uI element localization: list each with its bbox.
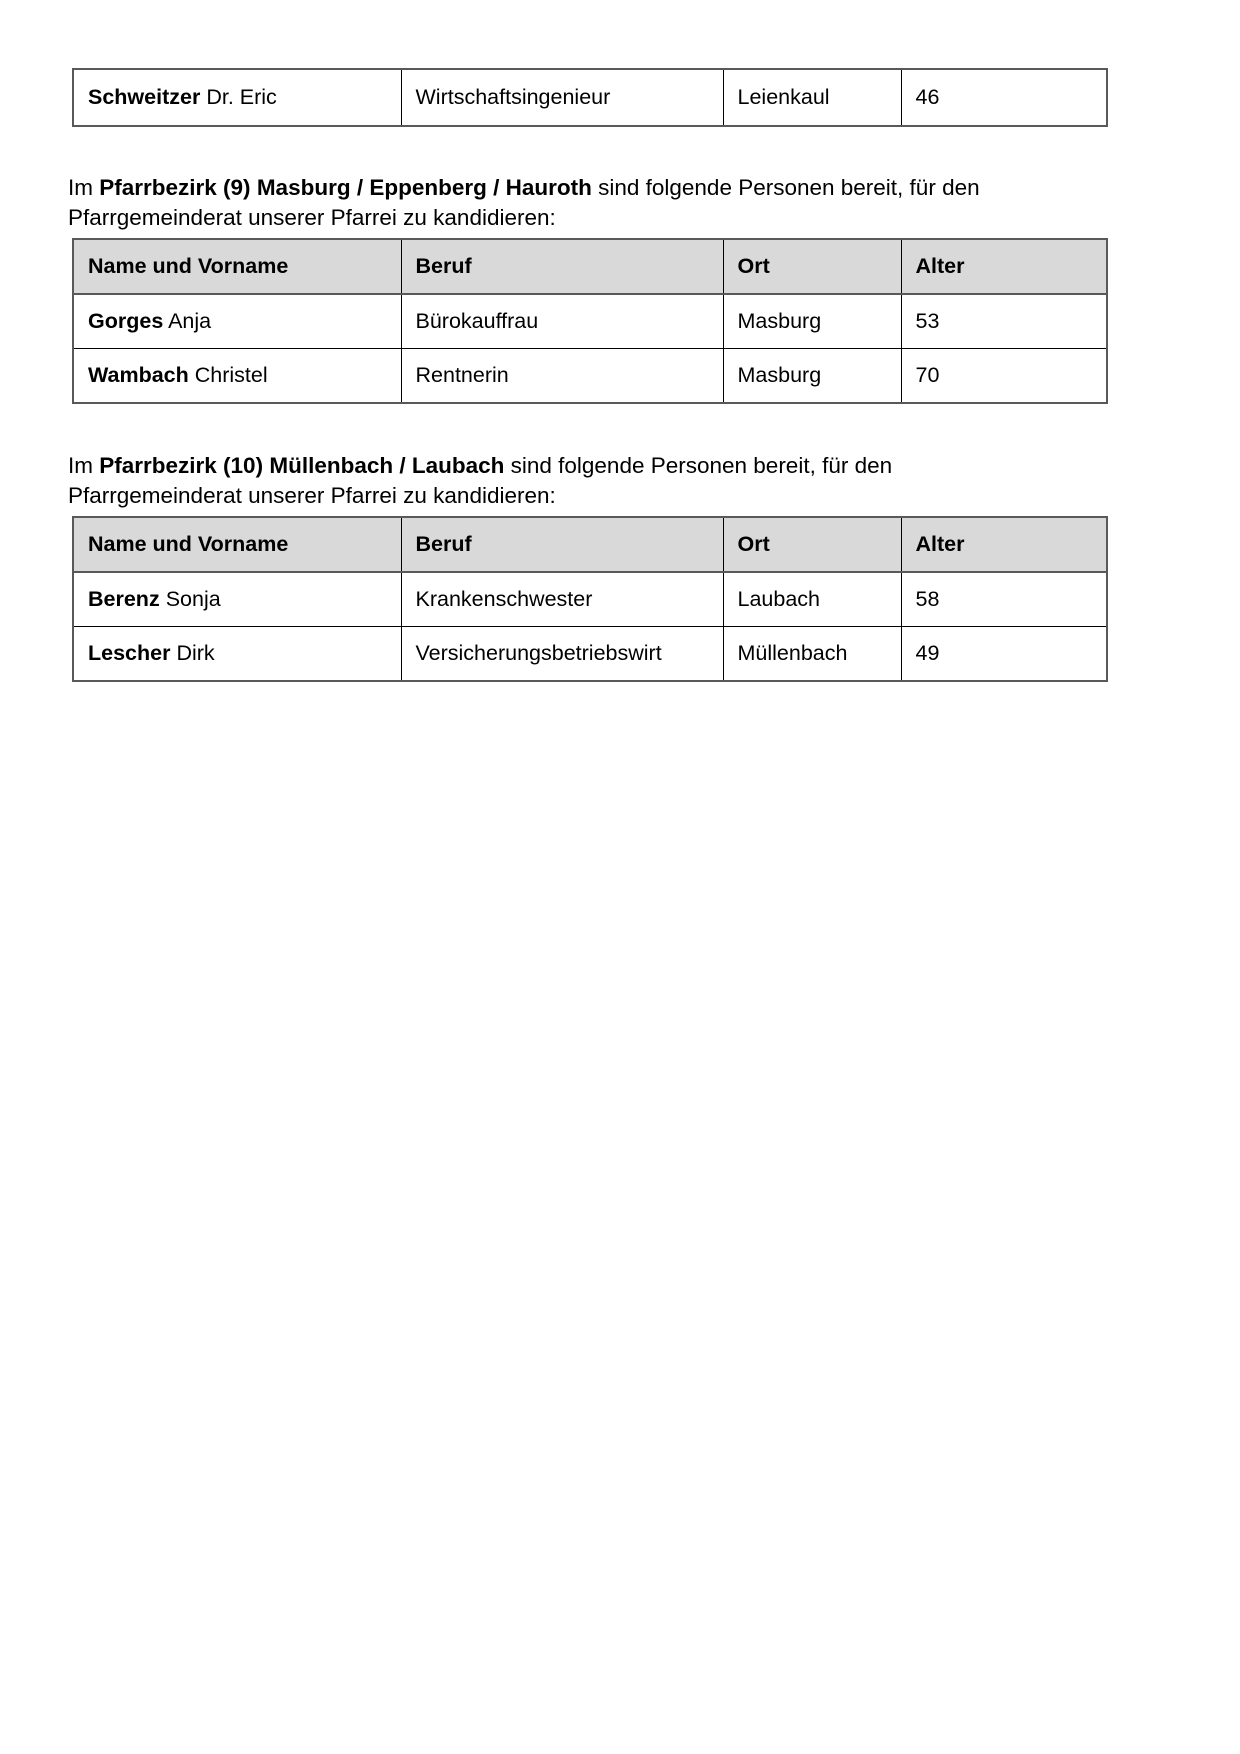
paragraph-lead: Im xyxy=(68,452,100,478)
cell-beruf: Bürokauffrau xyxy=(401,294,723,349)
column-header-alter: Alter xyxy=(901,517,1107,572)
cell-beruf: Versicherungsbetriebswirt xyxy=(401,627,723,682)
intro-paragraph-bezirk-9 xyxy=(68,173,1018,235)
cell-alter: 70 xyxy=(901,349,1107,404)
paragraph-bold-area: Müllenbach / Laubach xyxy=(269,452,505,478)
cell-ort: Müllenbach xyxy=(723,627,901,682)
cell-ort: Masburg xyxy=(723,294,901,349)
table-header-row xyxy=(73,517,1107,572)
paragraph-tail: sind folgende Personen bereit, für den Pfarrgemeinderat unserer Pfarrei zu kandidieren: xyxy=(68,174,980,231)
column-header-ort: Ort xyxy=(723,517,901,572)
candidate-table-continued xyxy=(72,68,1108,127)
column-header-name: Name und Vorname xyxy=(73,239,401,294)
cell-name xyxy=(73,349,401,404)
cell-ort: Masburg xyxy=(723,349,901,404)
cell-beruf: Wirtschaftsingenieur xyxy=(401,69,723,126)
cell-name xyxy=(73,294,401,349)
candidate-lastname: Berenz xyxy=(88,587,160,612)
table-row xyxy=(73,294,1107,349)
cell-alter: 46 xyxy=(901,69,1107,126)
table-row xyxy=(73,69,1107,126)
column-header-beruf: Beruf xyxy=(401,239,723,294)
paragraph-tail: sind folgende Personen bereit, für den Pfarrgemeinderat unserer Pfarrei zu kandidieren: xyxy=(68,452,893,509)
candidate-firstname: Anja xyxy=(168,309,212,334)
paragraph-bold-prefix: Pfarrbezirk (10) xyxy=(99,452,270,478)
candidate-firstname: Dr. Eric xyxy=(206,85,277,110)
column-header-ort: Ort xyxy=(723,239,901,294)
column-header-name: Name und Vorname xyxy=(73,517,401,572)
cell-beruf: Rentnerin xyxy=(401,349,723,404)
table-row xyxy=(73,349,1107,404)
column-header-alter: Alter xyxy=(901,239,1107,294)
cell-beruf: Krankenschwester xyxy=(401,572,723,627)
candidate-table-bezirk-10 xyxy=(72,516,1108,682)
table-header-row xyxy=(73,239,1107,294)
paragraph-bold-area: Masburg / Eppenberg / Hauroth xyxy=(256,174,592,200)
candidate-lastname: Gorges xyxy=(88,309,164,334)
cell-name xyxy=(73,69,401,126)
cell-name xyxy=(73,627,401,682)
intro-paragraph-bezirk-10 xyxy=(68,451,1018,513)
candidate-lastname: Wambach xyxy=(88,363,189,388)
paragraph-lead: Im xyxy=(68,174,100,200)
candidate-firstname: Sonja xyxy=(165,587,221,612)
candidate-lastname: Schweitzer xyxy=(88,85,201,110)
candidate-lastname: Lescher xyxy=(88,641,171,666)
cell-alter: 49 xyxy=(901,627,1107,682)
cell-ort: Leienkaul xyxy=(723,69,901,126)
candidate-firstname: Dirk xyxy=(176,641,215,666)
table-row xyxy=(73,572,1107,627)
table-row xyxy=(73,627,1107,682)
candidate-firstname: Christel xyxy=(194,363,268,388)
paragraph-bold-prefix: Pfarrbezirk (9) xyxy=(99,174,257,200)
cell-alter: 53 xyxy=(901,294,1107,349)
cell-ort: Laubach xyxy=(723,572,901,627)
column-header-beruf: Beruf xyxy=(401,517,723,572)
cell-name xyxy=(73,572,401,627)
candidate-table-bezirk-9 xyxy=(72,238,1108,404)
cell-alter: 58 xyxy=(901,572,1107,627)
